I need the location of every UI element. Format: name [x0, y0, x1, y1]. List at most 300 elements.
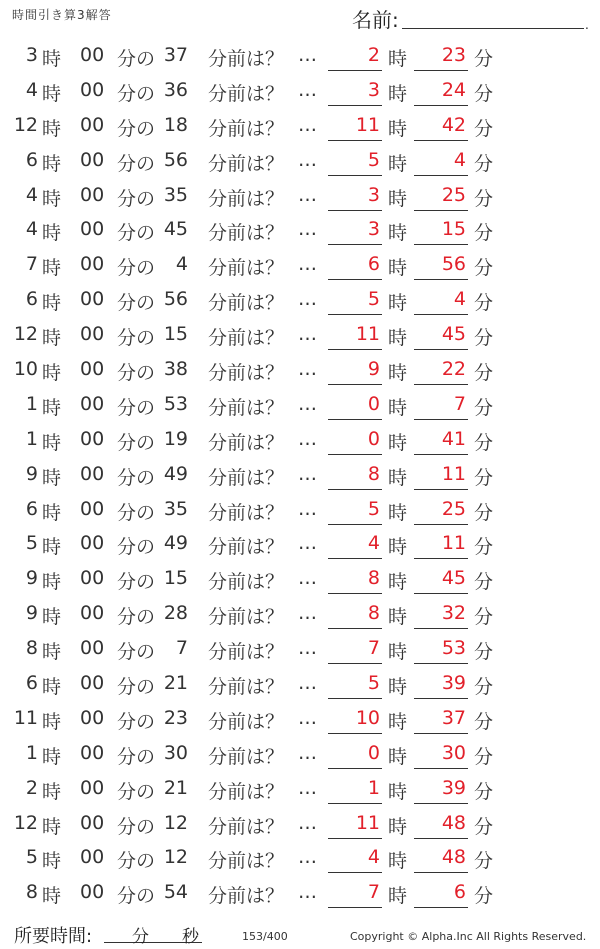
minute-no-label: 分の [117, 117, 156, 140]
ellipsis: … [298, 741, 316, 764]
minute-no-label: 分の [117, 641, 156, 664]
ellipsis: … [298, 811, 316, 834]
answer-minute: 25 [414, 184, 468, 211]
answer-hour: 4 [328, 532, 382, 559]
hour-unit: 時 [42, 152, 62, 175]
problem-row [0, 352, 600, 387]
required-time-minute-label: 分 [132, 927, 149, 947]
answer-minute-unit: 分 [474, 82, 494, 105]
ellipsis: … [298, 392, 316, 415]
name-field [352, 4, 592, 30]
ago-question: 分前は？ [208, 431, 285, 454]
answer-minute-unit: 分 [474, 327, 494, 350]
start-hour: 6 [25, 148, 38, 171]
footer [0, 920, 600, 946]
minute-no-label: 分の [117, 466, 156, 489]
minutes-before: 21 [163, 672, 188, 695]
ellipsis: … [298, 78, 316, 101]
answer-minute-unit: 分 [474, 187, 494, 210]
answer-minute-unit: 分 [474, 850, 494, 873]
start-hour: 12 [13, 113, 38, 136]
answer-minute-unit: 分 [474, 815, 494, 838]
answer-hour: 9 [328, 358, 382, 385]
start-minute: 00 [80, 741, 105, 764]
problem-row [0, 875, 600, 910]
start-minute: 00 [80, 637, 105, 660]
ago-question: 分前は？ [208, 82, 285, 105]
answer-minute: 48 [414, 812, 468, 839]
minute-no-label: 分の [117, 187, 156, 210]
minute-no-label: 分の [117, 536, 156, 559]
minutes-before: 12 [163, 811, 188, 834]
answer-hour-unit: 時 [388, 431, 408, 454]
answer-hour-unit: 時 [388, 222, 408, 245]
answer-minute: 45 [414, 323, 468, 350]
start-hour: 6 [25, 288, 38, 311]
answer-minute: 53 [414, 637, 468, 664]
start-minute: 00 [80, 288, 105, 311]
answer-minute: 15 [414, 218, 468, 245]
minutes-before: 38 [163, 358, 188, 381]
start-minute: 00 [80, 497, 105, 520]
ago-question: 分前は？ [208, 257, 285, 280]
ellipsis: … [298, 427, 316, 450]
problem-row [0, 736, 600, 771]
ago-question: 分前は？ [208, 641, 285, 664]
answer-hour-unit: 時 [388, 48, 408, 70]
start-hour: 1 [25, 392, 38, 415]
ellipsis: … [298, 253, 316, 276]
minute-no-label: 分の [117, 82, 156, 105]
answer-hour: 1 [328, 777, 382, 804]
ellipsis: … [298, 881, 316, 904]
minutes-before: 37 [163, 44, 188, 66]
answer-hour-unit: 時 [388, 466, 408, 489]
ago-question: 分前は？ [208, 222, 285, 245]
answer-hour: 7 [328, 637, 382, 664]
minutes-before: 54 [163, 881, 188, 904]
answer-minute-unit: 分 [474, 501, 494, 524]
hour-unit: 時 [42, 710, 62, 733]
answer-minute-unit: 分 [474, 745, 494, 768]
minute-no-label: 分の [117, 362, 156, 385]
answer-minute-unit: 分 [474, 152, 494, 175]
hour-unit: 時 [42, 536, 62, 559]
start-hour: 5 [25, 846, 38, 869]
answer-minute-unit: 分 [474, 117, 494, 140]
start-minute: 00 [80, 532, 105, 555]
ellipsis: … [298, 602, 316, 625]
problem-row [0, 492, 600, 527]
problem-row [0, 666, 600, 701]
problem-row [0, 422, 600, 457]
ellipsis: … [298, 148, 316, 171]
answer-hour-unit: 時 [388, 536, 408, 559]
problem-list [0, 38, 600, 910]
start-hour: 6 [25, 672, 38, 695]
ago-question: 分前は？ [208, 850, 285, 873]
answer-hour-unit: 時 [388, 501, 408, 524]
start-minute: 00 [80, 846, 105, 869]
problem-row [0, 212, 600, 247]
required-time-second-label: 秒 [182, 927, 199, 947]
answer-minute: 4 [414, 288, 468, 315]
hour-unit: 時 [42, 850, 62, 873]
answer-hour-unit: 時 [388, 82, 408, 105]
answer-hour: 8 [328, 463, 382, 490]
answer-hour-unit: 時 [388, 571, 408, 594]
answer-minute-unit: 分 [474, 48, 494, 70]
minute-no-label: 分の [117, 292, 156, 315]
answer-minute-unit: 分 [474, 292, 494, 315]
start-hour: 4 [25, 78, 38, 101]
answer-minute: 32 [414, 602, 468, 629]
answer-minute-unit: 分 [474, 222, 494, 245]
worksheet-title: 時間引き算3解答 [12, 8, 112, 22]
answer-minute-unit: 分 [474, 676, 494, 699]
minute-no-label: 分の [117, 676, 156, 699]
hour-unit: 時 [42, 292, 62, 315]
answer-minute: 42 [414, 114, 468, 141]
answer-minute: 11 [414, 532, 468, 559]
answer-hour-unit: 時 [388, 187, 408, 210]
start-minute: 00 [80, 183, 105, 206]
problem-row [0, 387, 600, 422]
answer-hour-unit: 時 [388, 362, 408, 385]
start-hour: 9 [25, 567, 38, 590]
ellipsis: … [298, 672, 316, 695]
answer-hour: 10 [328, 707, 382, 734]
answer-hour: 8 [328, 602, 382, 629]
minutes-before: 49 [163, 532, 188, 555]
answer-minute-unit: 分 [474, 641, 494, 664]
page-number: 153/400 [242, 930, 288, 943]
ago-question: 分前は？ [208, 885, 285, 908]
answer-minute-unit: 分 [474, 710, 494, 733]
start-minute: 00 [80, 602, 105, 625]
minute-no-label: 分の [117, 606, 156, 629]
start-hour: 1 [25, 427, 38, 450]
ago-question: 分前は？ [208, 536, 285, 559]
minute-no-label: 分の [117, 152, 156, 175]
answer-hour: 0 [328, 742, 382, 769]
copyright: Copyright © Alpha.Inc All Rights Reserved. [350, 930, 587, 943]
start-minute: 00 [80, 78, 105, 101]
start-minute: 00 [80, 148, 105, 171]
minutes-before: 56 [163, 148, 188, 171]
start-minute: 00 [80, 323, 105, 346]
problem-row [0, 178, 600, 213]
minute-no-label: 分の [117, 745, 156, 768]
answer-hour: 6 [328, 253, 382, 280]
hour-unit: 時 [42, 745, 62, 768]
problem-row [0, 596, 600, 631]
hour-unit: 時 [42, 815, 62, 838]
ago-question: 分前は？ [208, 292, 285, 315]
minute-no-label: 分の [117, 501, 156, 524]
ago-question: 分前は？ [208, 466, 285, 489]
minute-no-label: 分の [117, 710, 156, 733]
start-hour: 8 [25, 881, 38, 904]
answer-minute-unit: 分 [474, 257, 494, 280]
answer-minute-unit: 分 [474, 571, 494, 594]
answer-hour: 3 [328, 218, 382, 245]
answer-hour: 11 [328, 323, 382, 350]
answer-hour-unit: 時 [388, 676, 408, 699]
answer-hour-unit: 時 [388, 292, 408, 315]
ago-question: 分前は？ [208, 676, 285, 699]
answer-minute: 11 [414, 463, 468, 490]
minutes-before: 18 [163, 113, 188, 136]
name-line-end: . [585, 18, 589, 32]
name-label: 名前: [352, 8, 399, 32]
minute-no-label: 分の [117, 850, 156, 873]
minute-no-label: 分の [117, 885, 156, 908]
answer-hour: 5 [328, 498, 382, 525]
ago-question: 分前は？ [208, 710, 285, 733]
minutes-before: 35 [163, 183, 188, 206]
answer-minute: 56 [414, 253, 468, 280]
problem-row [0, 561, 600, 596]
start-hour: 3 [25, 44, 38, 66]
start-hour: 4 [25, 218, 38, 241]
answer-hour-unit: 時 [388, 327, 408, 350]
start-hour: 4 [25, 183, 38, 206]
answer-hour: 4 [328, 846, 382, 873]
ago-question: 分前は？ [208, 48, 285, 70]
minute-no-label: 分の [117, 780, 156, 803]
answer-hour: 0 [328, 428, 382, 455]
minute-no-label: 分の [117, 257, 156, 280]
start-hour: 10 [13, 358, 38, 381]
problem-row [0, 701, 600, 736]
problem-row [0, 457, 600, 492]
hour-unit: 時 [42, 187, 62, 210]
minute-no-label: 分の [117, 815, 156, 838]
answer-hour-unit: 時 [388, 780, 408, 803]
answer-hour-unit: 時 [388, 152, 408, 175]
ellipsis: … [298, 637, 316, 660]
start-minute: 00 [80, 462, 105, 485]
start-hour: 11 [13, 706, 38, 729]
start-minute: 00 [80, 218, 105, 241]
answer-minute-unit: 分 [474, 885, 494, 908]
answer-minute: 25 [414, 498, 468, 525]
problem-row [0, 143, 600, 178]
answer-minute-unit: 分 [474, 362, 494, 385]
ago-question: 分前は？ [208, 152, 285, 175]
answer-hour: 11 [328, 812, 382, 839]
answer-minute-unit: 分 [474, 780, 494, 803]
minutes-before: 28 [163, 602, 188, 625]
answer-minute-unit: 分 [474, 536, 494, 559]
minute-no-label: 分の [117, 222, 156, 245]
start-hour: 6 [25, 497, 38, 520]
hour-unit: 時 [42, 466, 62, 489]
minutes-before: 45 [163, 218, 188, 241]
ago-question: 分前は？ [208, 606, 285, 629]
problem-row [0, 73, 600, 108]
problem-row [0, 771, 600, 806]
start-hour: 12 [13, 811, 38, 834]
answer-minute: 39 [414, 672, 468, 699]
start-minute: 00 [80, 427, 105, 450]
ago-question: 分前は？ [208, 117, 285, 140]
answer-minute-unit: 分 [474, 431, 494, 454]
ago-question: 分前は？ [208, 815, 285, 838]
answer-hour: 8 [328, 567, 382, 594]
ellipsis: … [298, 532, 316, 555]
ago-question: 分前は？ [208, 745, 285, 768]
answer-hour-unit: 時 [388, 710, 408, 733]
problem-row [0, 526, 600, 561]
start-minute: 00 [80, 567, 105, 590]
start-minute: 00 [80, 358, 105, 381]
answer-hour-unit: 時 [388, 257, 408, 280]
answer-hour-unit: 時 [388, 745, 408, 768]
answer-minute: 22 [414, 358, 468, 385]
minute-no-label: 分の [117, 431, 156, 454]
answer-hour: 2 [328, 44, 382, 71]
minutes-before: 49 [163, 462, 188, 485]
answer-hour: 3 [328, 184, 382, 211]
start-minute: 00 [80, 392, 105, 415]
start-minute: 00 [80, 253, 105, 276]
minute-no-label: 分の [117, 571, 156, 594]
problem-row [0, 840, 600, 875]
answer-minute-unit: 分 [474, 396, 494, 419]
answer-minute: 30 [414, 742, 468, 769]
answer-minute: 24 [414, 79, 468, 106]
minutes-before: 35 [163, 497, 188, 520]
minutes-before: 36 [163, 78, 188, 101]
hour-unit: 時 [42, 222, 62, 245]
answer-minute: 37 [414, 707, 468, 734]
hour-unit: 時 [42, 257, 62, 280]
ago-question: 分前は？ [208, 327, 285, 350]
answer-minute: 4 [414, 149, 468, 176]
minutes-before: 56 [163, 288, 188, 311]
answer-hour: 3 [328, 79, 382, 106]
minutes-before: 19 [163, 427, 188, 450]
hour-unit: 時 [42, 431, 62, 454]
answer-minute: 45 [414, 567, 468, 594]
required-time-label: 所要時間: [14, 926, 93, 947]
ellipsis: … [298, 323, 316, 346]
problem-row [0, 247, 600, 282]
answer-minute-unit: 分 [474, 466, 494, 489]
minutes-before: 7 [175, 637, 188, 660]
ellipsis: … [298, 567, 316, 590]
ellipsis: … [298, 183, 316, 206]
ellipsis: … [298, 846, 316, 869]
ellipsis: … [298, 776, 316, 799]
answer-minute-unit: 分 [474, 606, 494, 629]
answer-minute: 48 [414, 846, 468, 873]
start-minute: 00 [80, 881, 105, 904]
ago-question: 分前は？ [208, 571, 285, 594]
start-hour: 2 [25, 776, 38, 799]
hour-unit: 時 [42, 48, 62, 70]
minutes-before: 53 [163, 392, 188, 415]
problem-row [0, 806, 600, 841]
hour-unit: 時 [42, 885, 62, 908]
start-hour: 5 [25, 532, 38, 555]
problem-row [0, 317, 600, 352]
hour-unit: 時 [42, 117, 62, 140]
hour-unit: 時 [42, 501, 62, 524]
name-underline [402, 28, 584, 29]
answer-minute: 7 [414, 393, 468, 420]
hour-unit: 時 [42, 780, 62, 803]
answer-hour-unit: 時 [388, 117, 408, 140]
problem-row [0, 38, 600, 73]
ago-question: 分前は？ [208, 501, 285, 524]
answer-minute: 39 [414, 777, 468, 804]
answer-minute: 41 [414, 428, 468, 455]
start-minute: 00 [80, 811, 105, 834]
ago-question: 分前は？ [208, 362, 285, 385]
start-minute: 00 [80, 44, 105, 66]
answer-minute: 6 [414, 881, 468, 908]
ellipsis: … [298, 358, 316, 381]
ago-question: 分前は？ [208, 187, 285, 210]
answer-hour: 5 [328, 672, 382, 699]
answer-hour: 7 [328, 881, 382, 908]
start-minute: 00 [80, 776, 105, 799]
start-hour: 1 [25, 741, 38, 764]
start-hour: 9 [25, 602, 38, 625]
hour-unit: 時 [42, 327, 62, 350]
answer-hour-unit: 時 [388, 815, 408, 838]
minutes-before: 4 [175, 253, 188, 276]
hour-unit: 時 [42, 82, 62, 105]
ellipsis: … [298, 497, 316, 520]
answer-hour: 5 [328, 288, 382, 315]
ago-question: 分前は？ [208, 396, 285, 419]
minute-no-label: 分の [117, 396, 156, 419]
answer-hour: 5 [328, 149, 382, 176]
problem-row [0, 282, 600, 317]
ellipsis: … [298, 462, 316, 485]
minutes-before: 12 [163, 846, 188, 869]
answer-hour-unit: 時 [388, 606, 408, 629]
ago-question: 分前は？ [208, 780, 285, 803]
answer-hour-unit: 時 [388, 641, 408, 664]
minutes-before: 15 [163, 323, 188, 346]
answer-hour-unit: 時 [388, 850, 408, 873]
hour-unit: 時 [42, 362, 62, 385]
answer-hour-unit: 時 [388, 885, 408, 908]
problem-row [0, 108, 600, 143]
hour-unit: 時 [42, 641, 62, 664]
start-hour: 12 [13, 323, 38, 346]
ellipsis: … [298, 44, 316, 66]
problem-row [0, 631, 600, 666]
minute-no-label: 分の [117, 327, 156, 350]
hour-unit: 時 [42, 676, 62, 699]
start-minute: 00 [80, 113, 105, 136]
ellipsis: … [298, 113, 316, 136]
minutes-before: 30 [163, 741, 188, 764]
start-hour: 7 [25, 253, 38, 276]
answer-hour: 0 [328, 393, 382, 420]
answer-hour-unit: 時 [388, 396, 408, 419]
start-hour: 8 [25, 637, 38, 660]
start-minute: 00 [80, 706, 105, 729]
start-hour: 9 [25, 462, 38, 485]
answer-hour: 11 [328, 114, 382, 141]
